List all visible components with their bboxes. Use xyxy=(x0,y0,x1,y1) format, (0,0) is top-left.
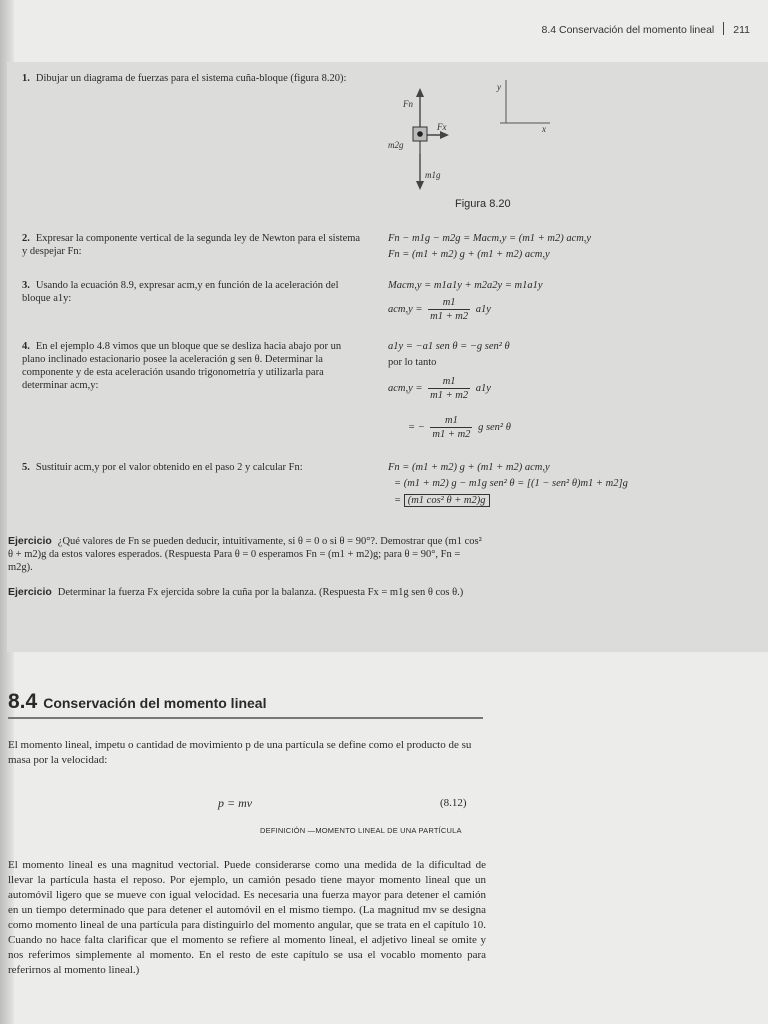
step-4-tail: a1y xyxy=(475,382,491,394)
step-4-numerator: m1 xyxy=(428,375,470,389)
step-3-numerator: m1 xyxy=(428,296,470,310)
step-1 xyxy=(22,72,367,85)
step-5-text: Sustituir acm,y por el valor obtenido en el paso 2 y calcular Fn: xyxy=(35,462,303,473)
intro-paragraph xyxy=(8,738,486,768)
step-5-number: 5. xyxy=(22,462,30,473)
page-number: 211 xyxy=(733,24,750,36)
step-1-number: 1. xyxy=(22,73,30,84)
step-4-lhs: acm,y = xyxy=(388,382,423,394)
step-5 xyxy=(22,461,367,474)
weight-m1-arrowhead xyxy=(416,181,424,190)
step-4-number: 4. xyxy=(22,341,30,352)
exercise-1 xyxy=(8,535,486,574)
exercise-1-label: Ejercicio xyxy=(8,535,52,547)
running-header xyxy=(541,22,750,36)
step-3-denominator: m1 + m2 xyxy=(430,311,469,322)
step-3-fraction xyxy=(428,296,470,323)
step-3 xyxy=(22,279,367,305)
step-2-number: 2. xyxy=(22,233,30,244)
step-4-equation-1: a1y = −a1 sen θ = −g sen² θ xyxy=(388,341,510,352)
free-body-diagram xyxy=(385,80,565,195)
step-4-equation-2 xyxy=(388,375,491,402)
exercise-2-text: Determinar la fuerza Fx ejercida sobre la cuña por la balanza. (Respuesta Fx = m1g sen θ cos θ.) xyxy=(57,587,464,598)
normal-force-arrowhead xyxy=(416,88,424,97)
step-5-equals: = xyxy=(394,495,402,506)
body-paragraph: El momento lineal es una magnitud vectorial. Puede considerarse como una medida de la dificultad de llevar la partícula hasta el reposo. Por ejemplo, un camión pesado tiene mayor momento lineal que un automóvil ligero que se mueve con igual velocidad. Es necesaria una fuerza mayor para detener el camión en un tiempo determinado que para detener el automóvil en el mismo tiempo. (La magnitud mv se designa como momento lineal de una partícula para distinguirlo del momento angular, que se trata en el capítulo 10. Cuando no hace falta clarificar que el momento se refiere al momento lineal, el adjetivo lineal se omite y nos referimos simplemente al momento. En el resto de este capítulo se usa el vocablo momento para referirnos al momento lineal.) xyxy=(8,859,486,976)
m2g-label: m2g xyxy=(388,140,404,150)
step-5-equation-1: Fn = (m1 + m2) g + (m1 + m2) acm,y xyxy=(388,462,550,473)
header-divider xyxy=(723,22,724,35)
step-2-equation-1: Fn − m1g − m2g = Macm,y = (m1 + m2) acm,y xyxy=(388,233,592,244)
step-4-fraction-2 xyxy=(430,414,472,441)
fn-label: Fn xyxy=(403,99,413,109)
m1g-label: m1g xyxy=(425,170,441,180)
exercise-1-text: ¿Qué valores de Fn se pueden deducir, intuitivamente, si θ = 0 o si θ = 90°?. Demostrar que (m1 cos² θ + m2)g da estos valores esperados. (Respuesta Para θ = 0 esperamos Fn = (m1 + m2)g; para θ = 90°, Fn = m2g). xyxy=(8,536,482,573)
section-rule xyxy=(8,717,483,719)
header-section-title: 8.4 Conservación del momento lineal xyxy=(541,24,715,36)
step-4-por-lo-tanto: por lo tanto xyxy=(388,357,437,368)
equation-8-12: p = mv xyxy=(218,796,253,810)
section-title: Conservación del momento lineal xyxy=(43,695,267,711)
step-1-text: Dibujar un diagrama de fuerzas para el sistema cuña-bloque (figura 8.20): xyxy=(35,73,347,84)
step-4-equation-3 xyxy=(408,414,511,441)
step-4-tail-2: g sen² θ xyxy=(478,421,511,433)
step-5-equation-2: = (m1 + m2) g − m1g sen² θ = [(1 − sen² θ)m1 + m2]g xyxy=(394,478,628,489)
center-of-mass-dot xyxy=(417,131,423,137)
fx-label: Fx xyxy=(437,122,447,132)
equation-8-12-number: (8.12) xyxy=(440,797,467,809)
x-axis-label: x xyxy=(542,124,546,134)
section-number: 8.4 xyxy=(8,690,38,713)
step-2-text: Expresar la componente vertical de la segunda ley de Newton para el sistema y despejar Fn: xyxy=(22,233,361,257)
definition-label: DEFINICIÓN —MOMENTO LINEAL DE UNA PARTÍCULA xyxy=(260,826,462,835)
step-3-equation-1: Macm,y = m1a1y + m2a2y = m1a1y xyxy=(388,280,543,291)
y-axis-label: y xyxy=(497,82,501,92)
step-2-equation-2: Fn = (m1 + m2) g + (m1 + m2) acm,y xyxy=(388,249,550,260)
step-4-denominator: m1 + m2 xyxy=(430,390,469,401)
step-3-text: Usando la ecuación 8.9, expresar acm,y en función de la aceleración del bloque a1y: xyxy=(22,280,339,304)
step-4-numerator-2: m1 xyxy=(430,414,472,428)
step-3-lhs: acm,y = xyxy=(388,303,423,315)
step-4-denominator-2: m1 + m2 xyxy=(432,429,471,440)
step-3-number: 3. xyxy=(22,280,30,291)
figure-caption: Figura 8.20 xyxy=(455,198,511,210)
step-4-text: En el ejemplo 4.8 vimos que un bloque que se desliza hacia abajo por un plano inclinado estacionario posee la aceleración g sen θ. Determinar la componente y de esta aceleración usando trigonometría y utilizarla para determinar acm,y: xyxy=(22,341,342,391)
intro-text: El momento lineal, ímpetu o cantidad de movimiento p de una partícula se define como el producto de su masa por la velocidad: xyxy=(8,739,472,766)
step-2 xyxy=(22,232,367,258)
horizontal-force-arrowhead xyxy=(440,131,449,139)
section-heading xyxy=(8,690,266,714)
exercise-2-label: Ejercicio xyxy=(8,586,52,598)
step-4-lhs-2: = − xyxy=(408,421,425,433)
step-3-equation-2 xyxy=(388,296,491,323)
step-5-boxed-result: (m1 cos² θ + m2)g xyxy=(404,494,490,507)
step-3-tail: a1y xyxy=(475,303,491,315)
step-4 xyxy=(22,340,367,392)
step-4-fraction xyxy=(428,375,470,402)
step-5-result xyxy=(394,494,490,507)
exercise-2 xyxy=(8,586,486,599)
